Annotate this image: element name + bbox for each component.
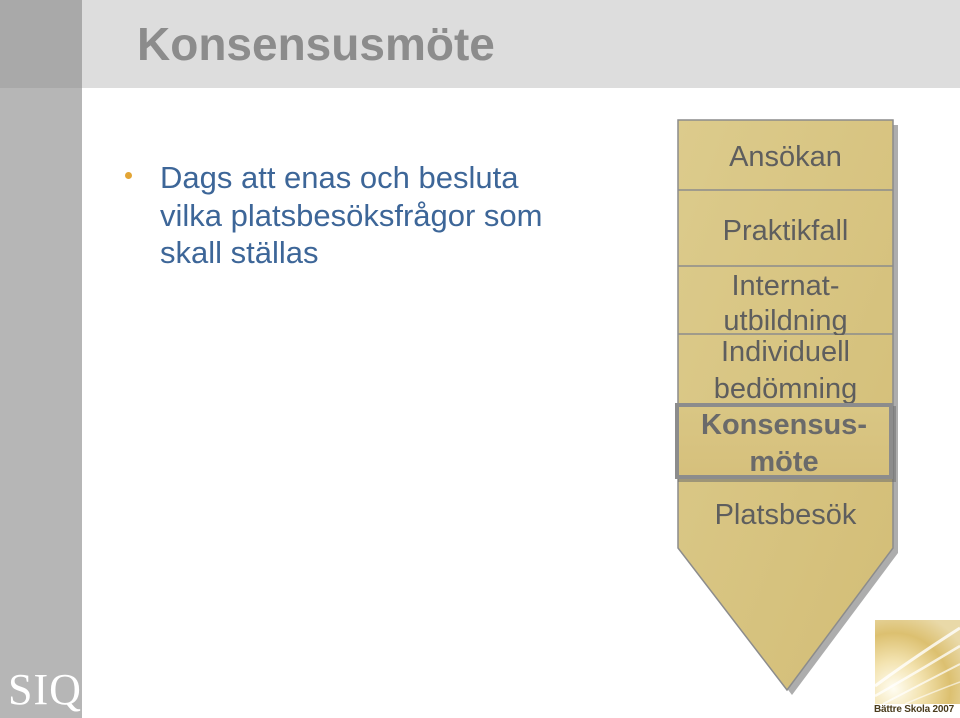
- step-label-line: Platsbesök: [714, 499, 857, 531]
- step-label-line: Individuell: [721, 336, 850, 368]
- bullet-line: vilka platsbesöksfrågor som: [160, 197, 543, 233]
- step-label-line: möte: [749, 446, 819, 478]
- step-label-line: Ansökan: [729, 141, 842, 173]
- partner-logo-caption: Bättre Skola 2007: [874, 704, 954, 715]
- step-label-line: Internat-: [731, 270, 840, 302]
- step-label-line: bedömning: [713, 373, 858, 403]
- slide-title: Konsensusmöte: [137, 18, 495, 70]
- process-step-platsbesok: [678, 498, 893, 532]
- step-label-line: utbildning: [723, 305, 848, 335]
- process-step-individuell-bedomning: [678, 334, 893, 403]
- step-label-line: Praktikfall: [722, 215, 849, 247]
- process-step-konsensusmote-current: [675, 403, 893, 479]
- siq-logo: SIQ: [8, 665, 82, 714]
- process-step-praktikfall: [678, 214, 893, 248]
- process-step-ansokan: [678, 140, 893, 174]
- step-label-line: Konsensus-: [701, 409, 867, 441]
- bullet-line: skall ställas: [160, 235, 319, 270]
- process-step-internatutbildning: [678, 267, 893, 335]
- partner-logo-icon: [875, 620, 960, 704]
- bullet-line: Dags att enas och besluta: [160, 160, 519, 195]
